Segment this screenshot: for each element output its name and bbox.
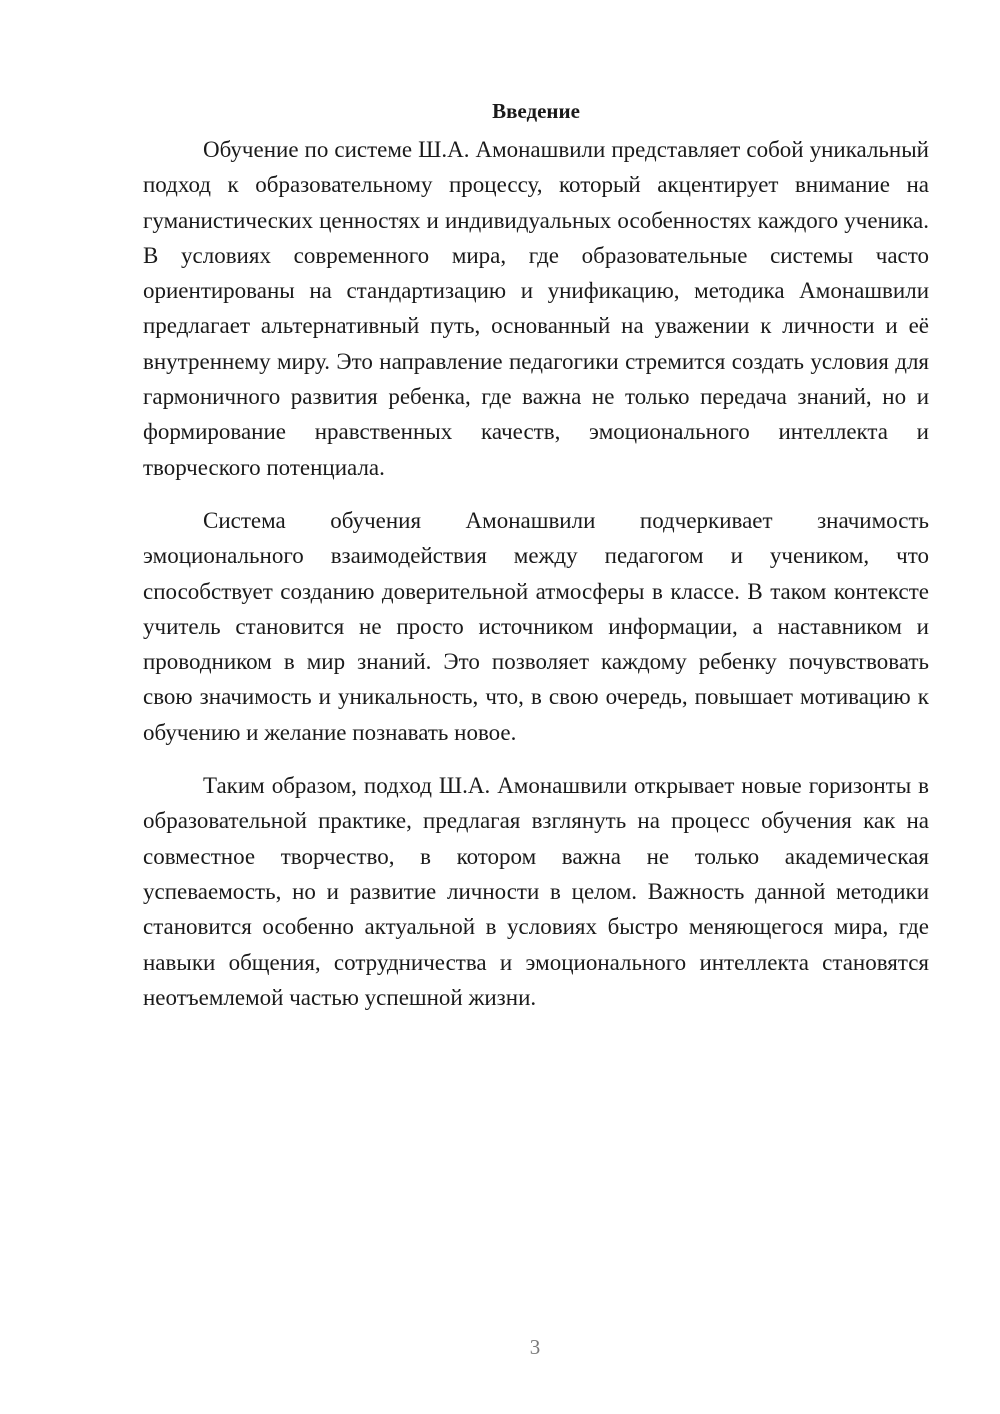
page-number: 3	[529, 1335, 541, 1359]
page-content	[143, 96, 929, 1033]
paragraph-3: Таким образом, подход Ш.А. Амонашвили открывает новые горизонты в образовательной практике, предлагая взглянуть на процесс обучения как на совместное творчество, в котором важна не только академическая успеваемость, но и развитие личности в целом. Важность данной методики становится особенно актуальной в условиях быстро меняющегося мира, где навыки общения, сотрудничества и эмоционального интеллекта становятся неотъемлемой частью успешной жизни.	[143, 773, 929, 1010]
paragraph-2: Система обучения Амонашвили подчеркивает значимость эмоционального взаимодействия между педагогом и учеником, что способствует созданию доверительной атмосферы в классе. В таком контексте учитель становится не просто источником информации, а наставником и проводником в мир знаний. Это позволяет каждому ребенку почувствовать свою значимость и уникальность, что, в свою очередь, повышает мотивацию к обучению и желание познавать новое.	[143, 507, 929, 745]
paragraph-1: Обучение по системе Ш.А. Амонашвили представляет собой уникальный подход к образовательному процессу, который акцентирует внимание на гуманистических ценностях и индивидуальных особенностях каждого ученика. В условиях современного мира, где образовательные системы часто ориентированы на стандартизацию и унификацию, методика Амонашвили предлагает альтернативный путь, основанный на уважении к личности и её внутреннему миру. Это направление педагогики стремится создать условия для гармоничного развития ребенка, где важна не только передача знаний, но и формирование нравственных качеств, эмоционального интеллекта и творческого потенциала.	[143, 137, 929, 480]
section-title: Введение	[492, 99, 580, 123]
